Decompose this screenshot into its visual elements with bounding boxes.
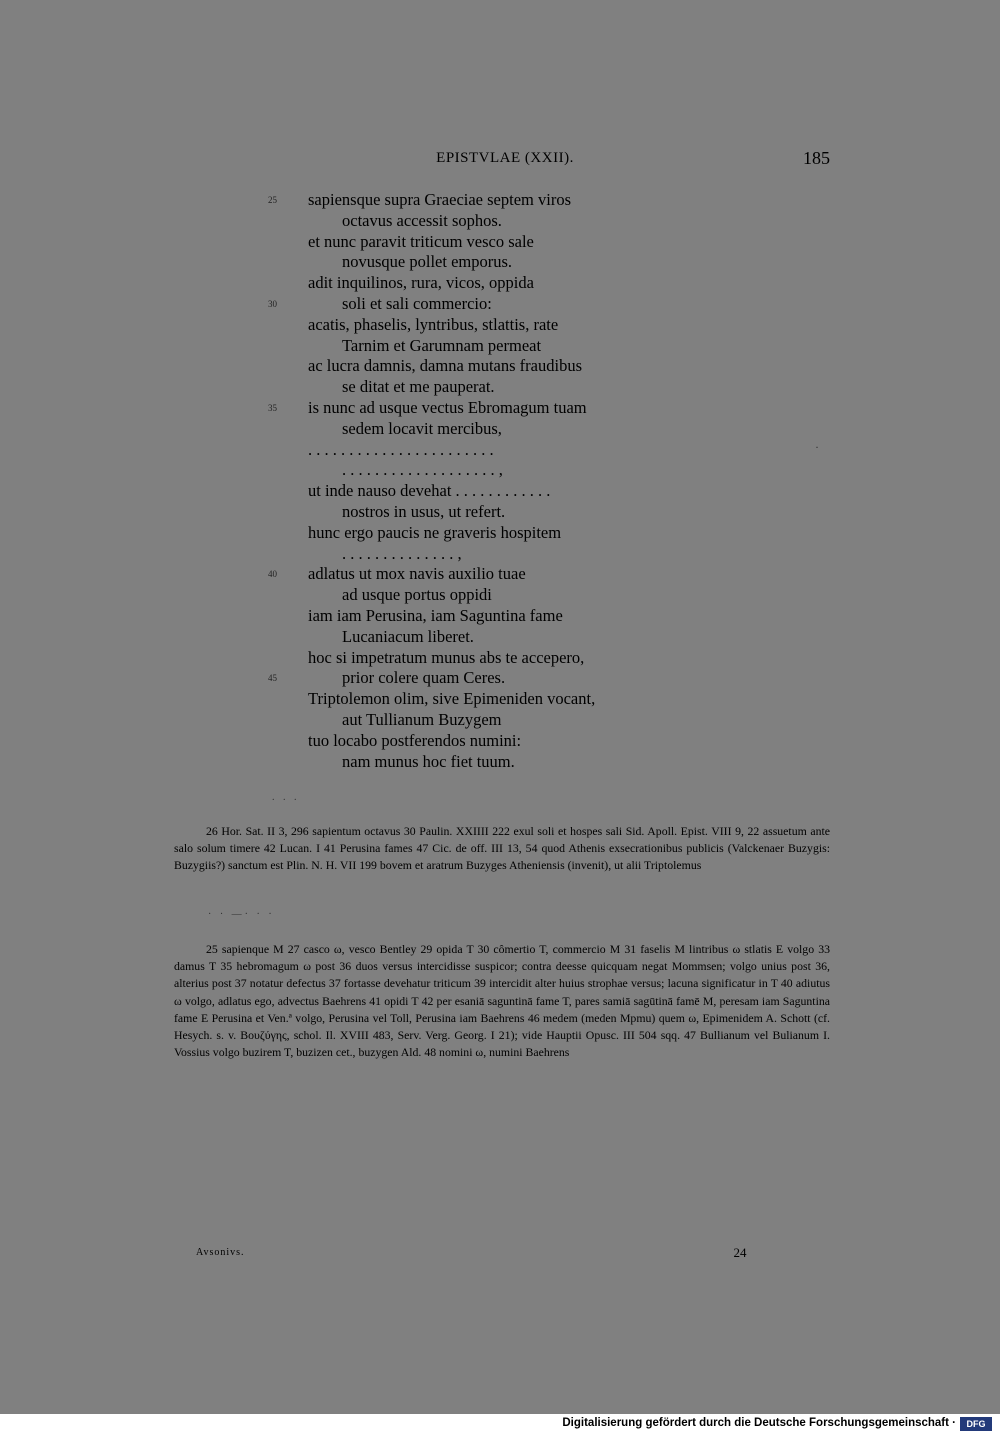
stray-mark: · <box>815 440 819 454</box>
verse-line-text: novusque pollet emporus. <box>342 252 513 272</box>
dfg-logo: DFG <box>960 1417 992 1431</box>
verse-line <box>0 190 1000 211</box>
verse-line <box>0 211 1000 232</box>
verse-line <box>0 606 1000 627</box>
verse-line <box>0 710 1000 731</box>
verse-line <box>0 232 1000 253</box>
line-number: 30 <box>268 298 277 309</box>
verse-line <box>0 585 1000 606</box>
funding-credit: Digitalisierung gefördert durch die Deutsche Forschungsgemeinschaft · <box>562 1417 956 1429</box>
line-number: 40 <box>268 569 277 580</box>
verse-line <box>0 668 1000 689</box>
verse-end-separator: . . . <box>272 792 300 803</box>
verse-line <box>0 440 1000 461</box>
verse-line <box>0 377 1000 398</box>
notes-separator: · · —· · · <box>208 909 275 920</box>
verse-line-text: Tarnim et Garumnam permeat <box>342 335 542 355</box>
verse-line-text: sapiensque supra Graeciae septem viros <box>308 190 571 209</box>
verse-line-text: et nunc paravit triticum vesco sale <box>308 231 534 251</box>
verse-line-text: ut inde nauso devehat . . . . . . . . . . . . <box>308 481 551 501</box>
verse-line-text: nam munus hoc fiet tuum. <box>342 751 515 771</box>
verse-line <box>0 460 1000 481</box>
verse-line-text: is nunc ad usque vectus Ebromagum tuam <box>308 397 587 417</box>
verse-line <box>0 564 1000 585</box>
verse-line-text: prior colere quam Ceres. <box>342 668 506 688</box>
sources-text: 26 Hor. Sat. II 3, 296 sapientum octavus 30 Paulin. XXIIII 222 exul soli et hospes sali Sid. Apoll. Epist. VIII 9, 22 assuetum ante salo solum timere 42 Lucan. I 41 Perusina fames 47 Cic. de off. III 13, 54 quod Athenis exsecrationibus publicis (Valckenaer Buzygis: Buzygiis?) sanctum est Plin. N. H. VII 199 bovem et aratrum Buzyges Atheniensis (invenit), ut alii Triptolemus <box>174 824 830 873</box>
verse-line-text: . . . . . . . . . . . . . . . . . . . , <box>342 460 503 480</box>
signature-mark: Avsonivs. <box>196 1247 245 1258</box>
verse-line <box>0 627 1000 648</box>
verse-line-text: . . . . . . . . . . . . . . . . . . . . . . . <box>308 439 494 459</box>
verse-line-text: ad usque portus oppidi <box>342 585 492 605</box>
verse-line <box>0 752 1000 773</box>
verse-line <box>0 481 1000 502</box>
digitization-footer <box>0 1414 1000 1434</box>
line-number: 25 <box>268 195 277 205</box>
page-number: 185 <box>803 148 830 168</box>
verse-line-text: octavus accessit sophos. <box>342 210 502 230</box>
verse-line <box>0 523 1000 544</box>
verse-line <box>0 252 1000 273</box>
verse-line-text: se ditat et me pauperat. <box>342 377 495 397</box>
critical-apparatus <box>174 941 830 1061</box>
verse-line <box>0 398 1000 419</box>
verse-line-text: adlatus ut mox navis auxilio tuae <box>308 564 526 584</box>
verse-line <box>0 294 1000 315</box>
verse-line-text: iam iam Perusina, iam Saguntina fame <box>308 605 563 625</box>
verse-line <box>0 336 1000 357</box>
verse-line <box>0 273 1000 294</box>
verse-line <box>0 731 1000 752</box>
verse-line-text: acatis, phaselis, lyntribus, stlattis, rate <box>308 314 559 334</box>
verse-line <box>0 544 1000 565</box>
verse-line-text: soli et sali commercio: <box>342 293 492 313</box>
verse-line <box>0 689 1000 710</box>
verse-line-text: aut Tullianum Buzygem <box>342 709 502 729</box>
verse-line-text: sedem locavit mercibus, <box>342 418 502 438</box>
verse-line-text: tuo locabo postferendos numini: <box>308 730 522 750</box>
running-title: EPISTVLAE (XXII). <box>436 150 574 166</box>
verse-line <box>0 356 1000 377</box>
verse-line <box>0 419 1000 440</box>
verse-line-text: hunc ergo paucis ne graveris hospitem <box>308 522 562 542</box>
verse-line-text: Lucaniacum liberet. <box>342 626 474 646</box>
verse-line-text: adit inquilinos, rura, vicos, oppida <box>308 273 534 293</box>
gathering-number: 24 <box>733 1245 747 1260</box>
verse-line-text: Triptolemon olim, sive Epimeniden vocant, <box>308 689 596 709</box>
verse-line-text: nostros in usus, ut refert. <box>342 501 506 521</box>
verse-line <box>0 315 1000 336</box>
verse-line <box>0 648 1000 669</box>
verse-line-text: ac lucra damnis, damna mutans fraudibus <box>308 356 582 376</box>
apparatus-text: 25 sapienque M 27 casco ω, vesco Bentley 29 opida T 30 cômertio T, commercio M 31 faselis M lintribus ω stlatis E volgo 33 damus T 35 hebromagum ω post 36 duos versus intercidisse suspicor; contra deesse quicquam negat Mommsen; volgo unius post 36, alterius post 37 notatur defectus 37 fortasse devehatur triticum 39 intercidit alter huius strophae versus; lacuna significatur in T 40 adiutus ω volgo, adlatus ego, advectus Baehrens 41 opidi T 42 per esaniā saguntinā fame T, pares samiā sagūtinā famē M, peresam iam Saguntina fame E Perusina et Ven.ª volgo, Perusina vel Toll, Perusina iam Baehrens 46 medem (meden Mpmu) quem ω, Epimenidem A. Schott (cf. Hesych. s. v. Βουζύγης, schol. Il. XVIII 483, Serv. Verg. Georg. I 21); vide Hauptii Opusc. III 504 sqq. 47 Bullianum vel Bulianum I. Vossius volgo buzirem T, buzizen cet., buzygen Ald. 48 nomini ω, numini Baehrens <box>174 942 830 1060</box>
verse-line-text: . . . . . . . . . . . . . . , <box>342 543 462 563</box>
line-number: 45 <box>268 673 277 684</box>
line-number: 35 <box>268 402 277 413</box>
sources-notes <box>174 823 830 875</box>
verse-line-text: hoc si impetratum munus abs te accepero, <box>308 647 585 667</box>
verse-text <box>0 190 1000 772</box>
verse-line <box>0 502 1000 523</box>
